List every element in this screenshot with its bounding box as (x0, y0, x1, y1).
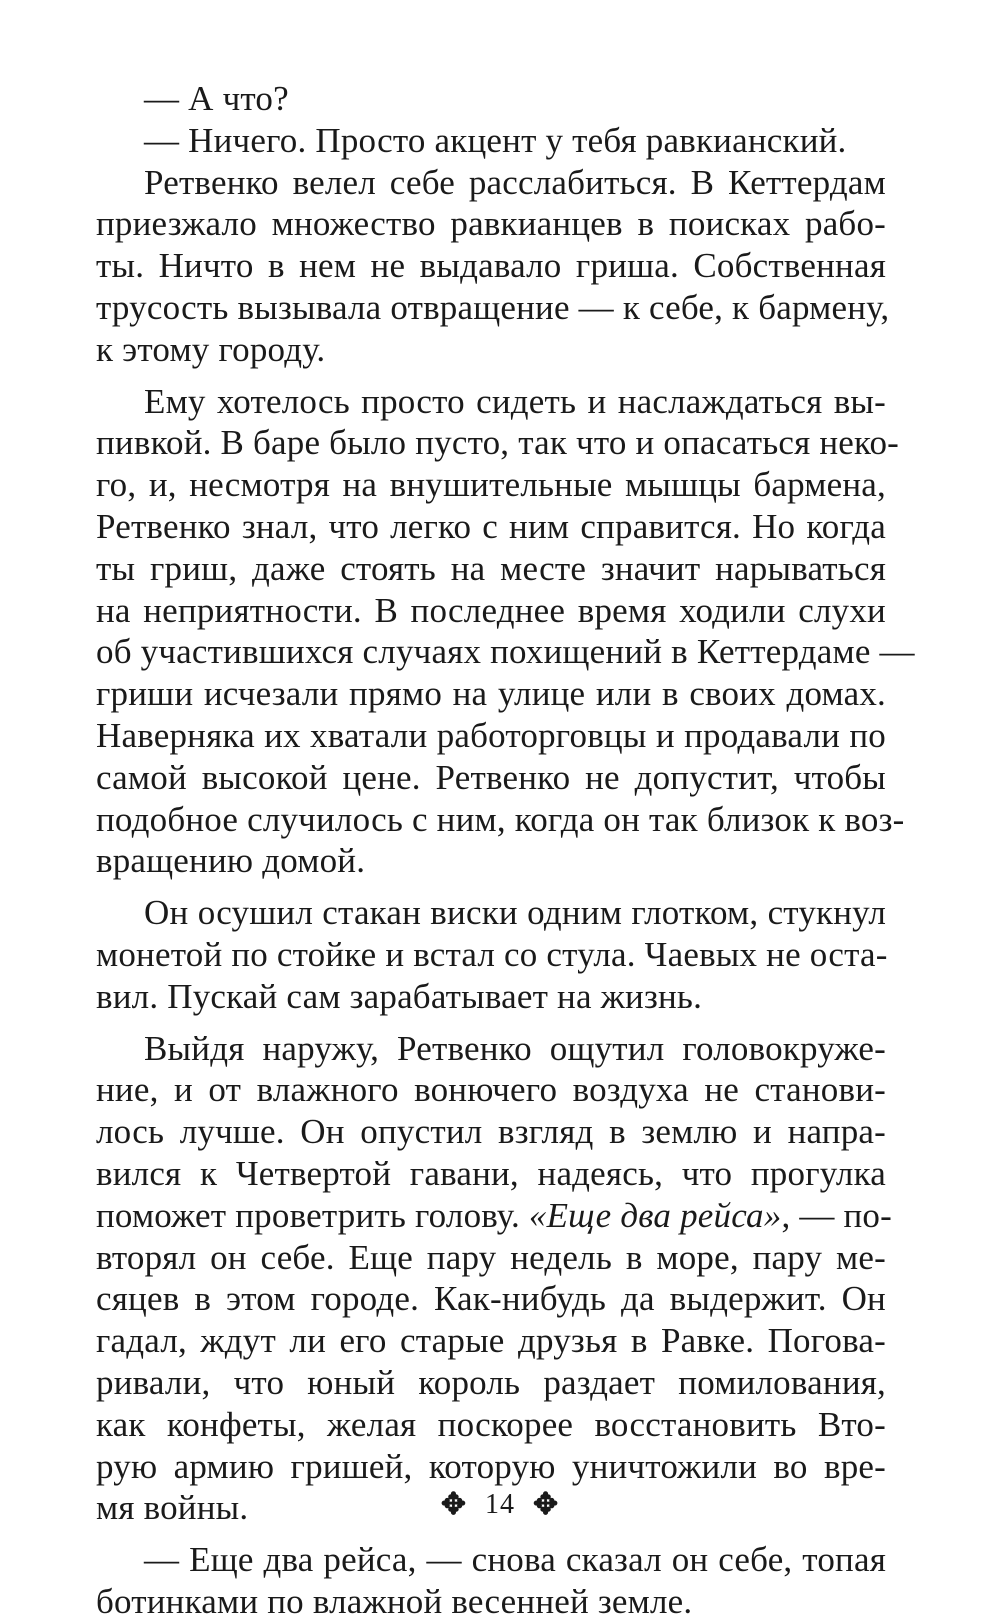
text-line: — Ничего. Просто акцент у тебя равкианский. (144, 120, 847, 160)
text-line: ривали, что юный король раздает помилования, (96, 1362, 886, 1402)
text-segment: , — по- (781, 1195, 892, 1235)
text-line: вился к Четвертой гавани, надеясь, что прогулка (96, 1153, 886, 1193)
paragraph (96, 1539, 886, 1623)
text-line: ботинками по влажной весенней земле. (96, 1581, 693, 1621)
text-line: ние, и от влажного вонючего воздуха не станови- (96, 1070, 886, 1110)
text-line: самой высокой цене. Ретвенко не допустит, чтобы (96, 757, 886, 797)
page-number: 14 (485, 1488, 515, 1520)
italic-quote: «Еще два рейса» (528, 1195, 782, 1235)
text-line: мя войны. (96, 1488, 249, 1528)
text-line: монетой по стойке и встал со стула. Чаевых не оста- (96, 934, 888, 974)
text-line: сяцев в этом городе. Как-нибудь да выдержит. Он (96, 1279, 886, 1319)
text-line: лось лучше. Он опустил взгляд в землю и напра- (96, 1112, 886, 1152)
text-line: трусость вызывала отвращение — к себе, к бармену, (96, 287, 890, 327)
text-line: вторял он себе. Еще пару недель в море, пару ме- (96, 1237, 886, 1277)
text-line: пивкой. В баре было пусто, так что и опасаться неко- (96, 423, 900, 463)
paragraph (96, 1028, 892, 1530)
text-line: подобное случилось с ним, когда он так близок к воз- (96, 799, 905, 839)
text-line: ты гриш, даже стоять на месте значит нарываться (96, 548, 886, 588)
text-line: к этому городу. (96, 329, 326, 369)
text-line: гадал, ждут ли его старые друзья в Равке. Погова- (96, 1321, 886, 1361)
text-line: Ретвенко велел себе расслабиться. В Кеттердам (144, 162, 886, 202)
text-line: на неприятности. В последнее время ходили слухи (96, 590, 886, 630)
text-line: Наверняка их хватали работорговцы и продавали по (96, 715, 886, 755)
ornament-right-icon: ✥ (533, 1487, 560, 1521)
text-line: го, и, несмотря на внушительные мышцы бармена, (96, 465, 886, 505)
paragraph (96, 381, 915, 883)
page-footer (0, 1483, 1000, 1525)
text-line: вил. Пускай сам зарабатывает на жизнь. (96, 976, 703, 1016)
text-line: — Еще два рейса, — снова сказал он себе, топая (144, 1540, 886, 1580)
text-line: рую армию гришей, которую уничтожили во вре- (96, 1446, 886, 1486)
text-line: гриши исчезали прямо на улице или в своих домах. (96, 674, 886, 714)
text-line: Выйдя наружу, Ретвенко ощутил головокруже- (144, 1028, 886, 1068)
text-line: ты. Ничто в нем не выдавало гриша. Собственная (96, 246, 886, 286)
paragraph (96, 78, 886, 120)
text-line-with-italic (96, 1195, 892, 1237)
text-line: вращению домой. (96, 841, 366, 881)
text-segment: поможет проветрить голову. (96, 1195, 529, 1235)
paragraph (96, 162, 890, 371)
paragraph (96, 120, 886, 162)
ornament-left-icon: ✥ (440, 1487, 467, 1521)
paragraph (96, 892, 886, 1017)
text-line: Ему хотелось просто сидеть и наслаждаться вы- (144, 381, 886, 421)
text-line: как конфеты, желая поскорее восстановить Вто- (96, 1404, 886, 1444)
text-line: Ретвенко знал, что легко с ним справится. Но когда (96, 506, 886, 546)
text-line: Он осушил стакан виски одним глотком, стукнул (144, 893, 886, 933)
text-line: об участившихся случаях похищений в Кеттердаме — (96, 632, 915, 672)
text-line: — А что? (144, 79, 289, 118)
text-line: приезжало множество равкианцев в поисках рабо- (96, 204, 886, 244)
page-body (96, 78, 915, 1623)
